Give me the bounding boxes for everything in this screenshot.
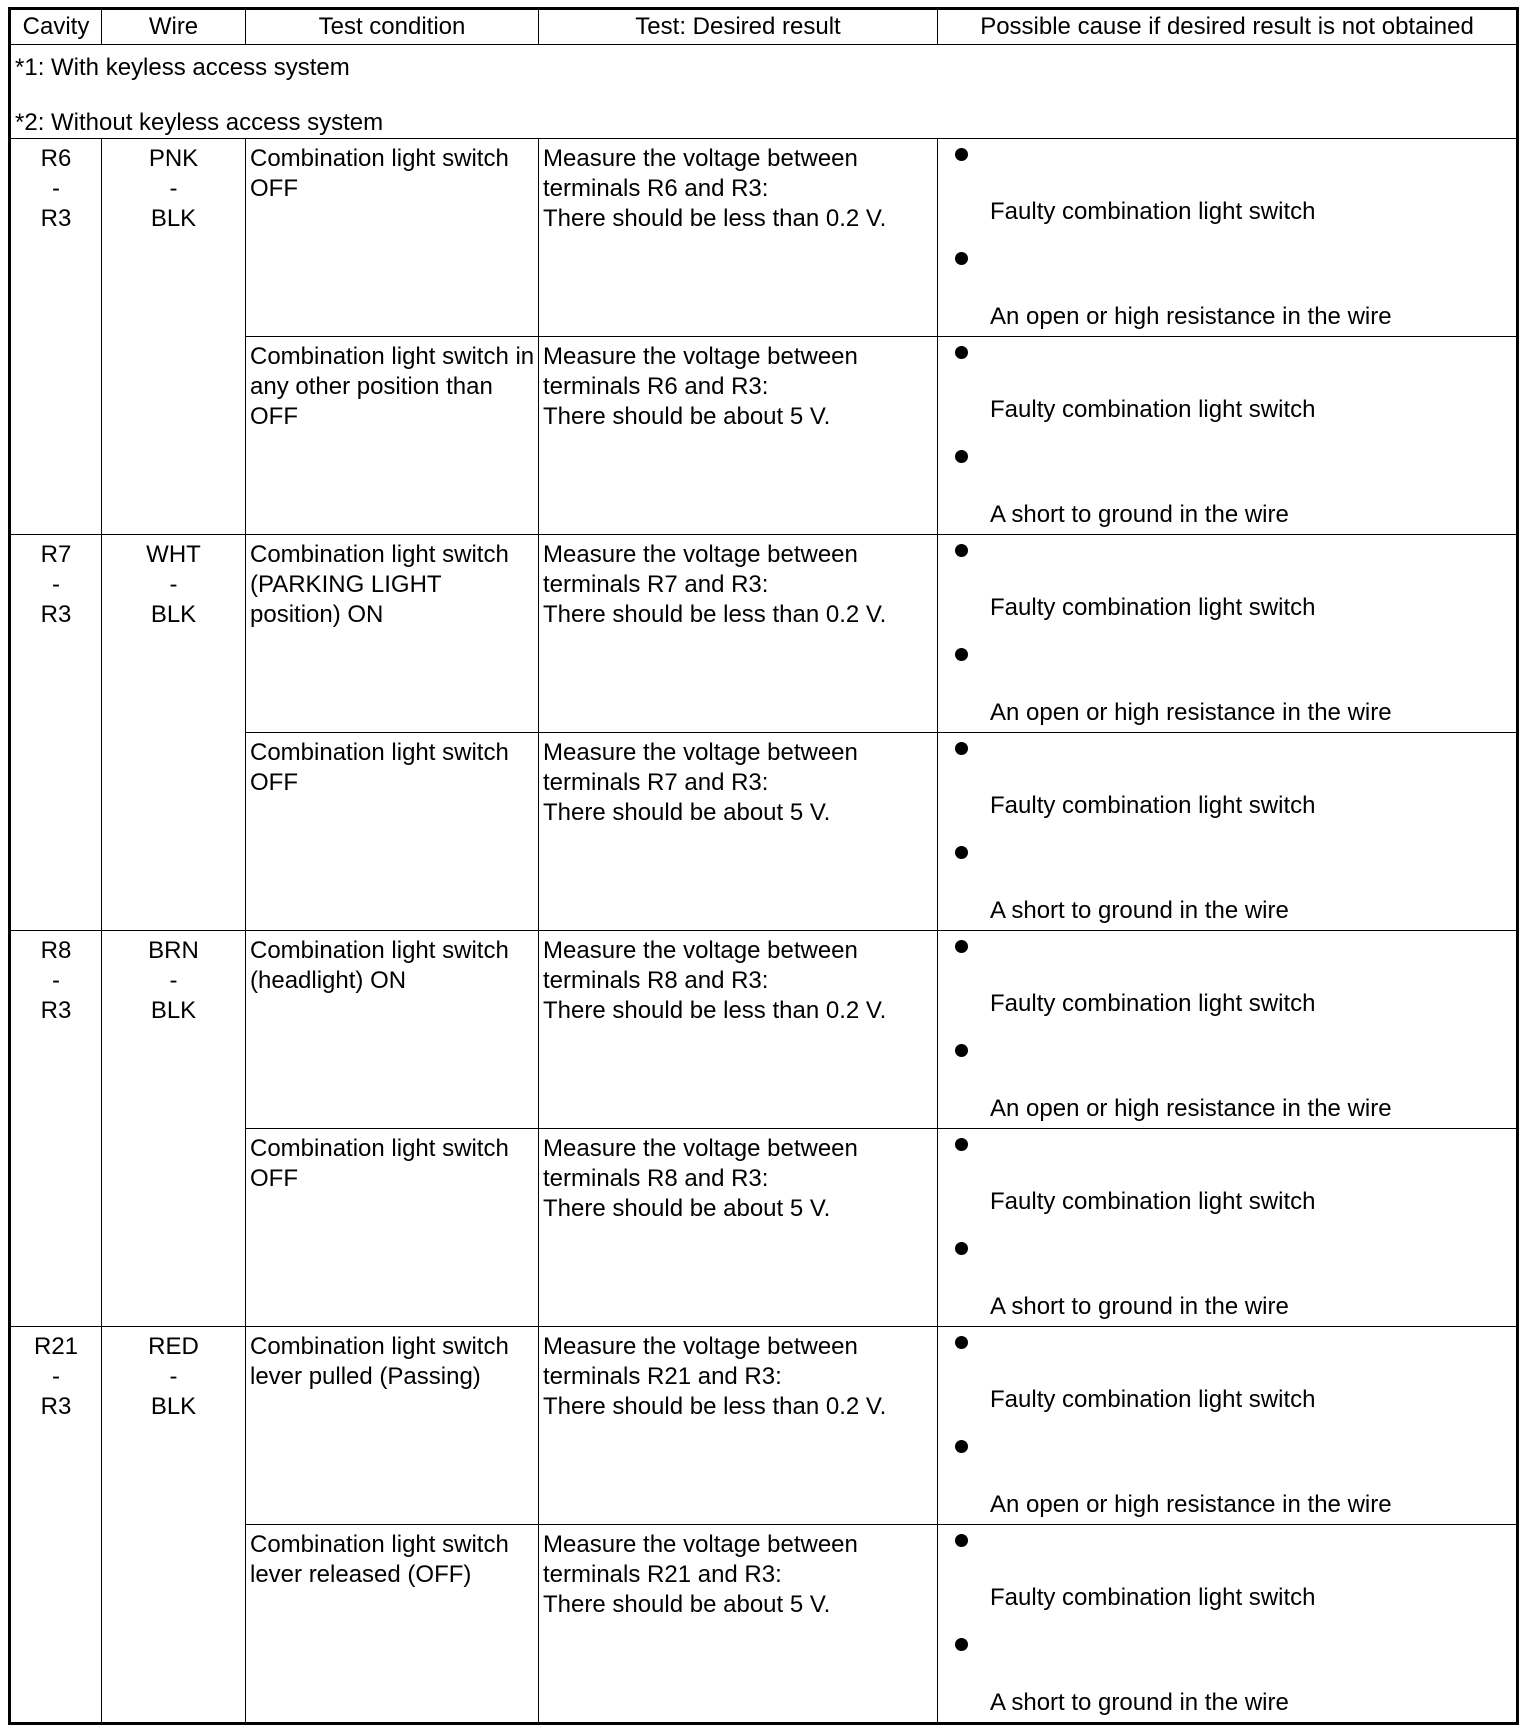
cause-item: An open or high resistance in the wire [990, 699, 1392, 726]
cause-item: An open or high resistance in the wire [990, 303, 1392, 330]
result-line: Measure the voltage between [543, 937, 858, 964]
cavity-text: R21 [33, 1333, 79, 1360]
table-row [10, 535, 1518, 733]
result-line: There should be about 5 V. [543, 1195, 831, 1222]
result-line: Measure the voltage between [543, 739, 858, 766]
test-condition-cell: Combination light switch in any other position than OFF [246, 337, 539, 535]
bullet-icon [955, 450, 968, 463]
header-desired-result: Test: Desired result [539, 9, 938, 45]
header-test-condition: Test condition [246, 9, 539, 45]
header-row [10, 9, 1518, 45]
result-line: terminals R7 and R3: [543, 571, 769, 598]
test-condition-cell: Combination light switch OFF [246, 733, 539, 931]
result-line: Measure the voltage between [543, 1531, 858, 1558]
table-row [10, 1327, 1518, 1525]
wire-text: BLK [150, 997, 197, 1024]
cavity-cell [10, 139, 102, 535]
diagnostic-table-sheet [8, 7, 1516, 1725]
result-line: There should be less than 0.2 V. [543, 1393, 887, 1420]
cavity-cell [10, 931, 102, 1327]
possible-cause-cell [938, 1327, 1518, 1525]
cavity-text: - [52, 967, 60, 994]
bullet-icon [955, 1440, 968, 1453]
cavity-text: R6 [40, 145, 72, 172]
wire-text: BLK [150, 601, 197, 628]
possible-cause-cell [938, 139, 1518, 337]
desired-result-cell [539, 733, 938, 931]
bullet-icon [955, 1534, 968, 1547]
cavity-cell [10, 1327, 102, 1724]
test-condition-cell: Combination light switch lever released (OFF) [246, 1525, 539, 1724]
diagnostic-table [8, 7, 1519, 1725]
bullet-icon [955, 1242, 968, 1255]
desired-result-cell [539, 535, 938, 733]
cavity-text: R7 [40, 541, 72, 568]
bullet-icon [955, 148, 968, 161]
note-keyless: *1: With keyless access system [15, 54, 350, 81]
test-condition-cell: Combination light switch (PARKING LIGHT position) ON [246, 535, 539, 733]
bullet-icon [955, 648, 968, 661]
wire-text: BLK [150, 1393, 197, 1420]
cavity-text: - [52, 175, 60, 202]
result-line: There should be about 5 V. [543, 799, 831, 826]
possible-cause-cell [938, 535, 1518, 733]
cause-item: A short to ground in the wire [990, 1689, 1289, 1716]
result-line: terminals R8 and R3: [543, 967, 769, 994]
result-line: Measure the voltage between [543, 1135, 858, 1162]
result-line: Measure the voltage between [543, 343, 858, 370]
wire-cell [102, 1327, 246, 1724]
bullet-icon [955, 742, 968, 755]
note-without-keyless: *2: Without keyless access system [15, 109, 384, 136]
result-line: terminals R6 and R3: [543, 373, 769, 400]
cavity-text: R8 [40, 937, 72, 964]
result-line: There should be about 5 V. [543, 403, 831, 430]
bullet-icon [955, 940, 968, 953]
notes-row [10, 45, 1518, 139]
desired-result-cell [539, 1129, 938, 1327]
wire-text: BRN [148, 937, 199, 964]
result-line: Measure the voltage between [543, 1333, 858, 1360]
bullet-icon [955, 1138, 968, 1151]
cause-item: Faulty combination light switch [990, 594, 1316, 621]
bullet-icon [955, 252, 968, 265]
wire-cell [102, 931, 246, 1327]
bullet-icon [955, 346, 968, 359]
cause-item: Faulty combination light switch [990, 792, 1316, 819]
possible-cause-cell [938, 931, 1518, 1129]
notes-cell [10, 45, 1518, 139]
bullet-icon [955, 1044, 968, 1057]
result-line: terminals R21 and R3: [543, 1363, 782, 1390]
desired-result-cell [539, 337, 938, 535]
result-line: There should be less than 0.2 V. [543, 997, 887, 1024]
cavity-text: R3 [40, 1393, 72, 1420]
result-line: terminals R7 and R3: [543, 769, 769, 796]
table-row [10, 931, 1518, 1129]
wire-text: WHT [146, 541, 201, 568]
possible-cause-cell [938, 1525, 1518, 1724]
wire-text: BLK [150, 205, 197, 232]
header-possible-cause: Possible cause if desired result is not obtained [938, 9, 1518, 45]
wire-text: - [169, 1363, 178, 1390]
test-condition-cell: Combination light switch (headlight) ON [246, 931, 539, 1129]
cause-item: A short to ground in the wire [990, 501, 1289, 528]
wire-text: - [169, 175, 178, 202]
result-line: terminals R21 and R3: [543, 1561, 782, 1588]
wire-text: - [169, 967, 178, 994]
desired-result-cell [539, 1525, 938, 1724]
cause-item: Faulty combination light switch [990, 1188, 1316, 1215]
result-line: terminals R6 and R3: [543, 175, 769, 202]
desired-result-cell [539, 1327, 938, 1525]
wire-text: RED [148, 1333, 199, 1360]
cause-item: Faulty combination light switch [990, 198, 1316, 225]
wire-cell [102, 535, 246, 931]
header-cavity: Cavity [10, 9, 102, 45]
possible-cause-cell [938, 1129, 1518, 1327]
bullet-icon [955, 846, 968, 859]
result-line: There should be less than 0.2 V. [543, 601, 887, 628]
cavity-cell [10, 535, 102, 931]
wire-cell [102, 139, 246, 535]
result-line: terminals R8 and R3: [543, 1165, 769, 1192]
desired-result-cell [539, 931, 938, 1129]
cause-item: Faulty combination light switch [990, 1386, 1316, 1413]
table-row [10, 139, 1518, 337]
cause-item: An open or high resistance in the wire [990, 1095, 1392, 1122]
cause-item: An open or high resistance in the wire [990, 1491, 1392, 1518]
cavity-text: - [52, 1363, 60, 1390]
cause-item: Faulty combination light switch [990, 990, 1316, 1017]
test-condition-cell: Combination light switch OFF [246, 1129, 539, 1327]
cause-item: A short to ground in the wire [990, 1293, 1289, 1320]
bullet-icon [955, 1638, 968, 1651]
result-line: Measure the voltage between [543, 541, 858, 568]
bullet-icon [955, 544, 968, 557]
cavity-text: - [52, 571, 60, 598]
cavity-text: R3 [40, 997, 72, 1024]
possible-cause-cell [938, 337, 1518, 535]
cause-item: Faulty combination light switch [990, 1584, 1316, 1611]
header-wire: Wire [102, 9, 246, 45]
result-line: There should be about 5 V. [543, 1591, 831, 1618]
test-condition-cell: Combination light switch OFF [246, 139, 539, 337]
cause-item: A short to ground in the wire [990, 897, 1289, 924]
cavity-text: R3 [40, 601, 72, 628]
possible-cause-cell [938, 733, 1518, 931]
wire-text: - [169, 571, 178, 598]
cause-item: Faulty combination light switch [990, 396, 1316, 423]
test-condition-cell: Combination light switch lever pulled (Passing) [246, 1327, 539, 1525]
bullet-icon [955, 1336, 968, 1349]
result-line: Measure the voltage between [543, 145, 858, 172]
cavity-text: R3 [40, 205, 72, 232]
desired-result-cell [539, 139, 938, 337]
wire-text: PNK [148, 145, 199, 172]
result-line: There should be less than 0.2 V. [543, 205, 887, 232]
